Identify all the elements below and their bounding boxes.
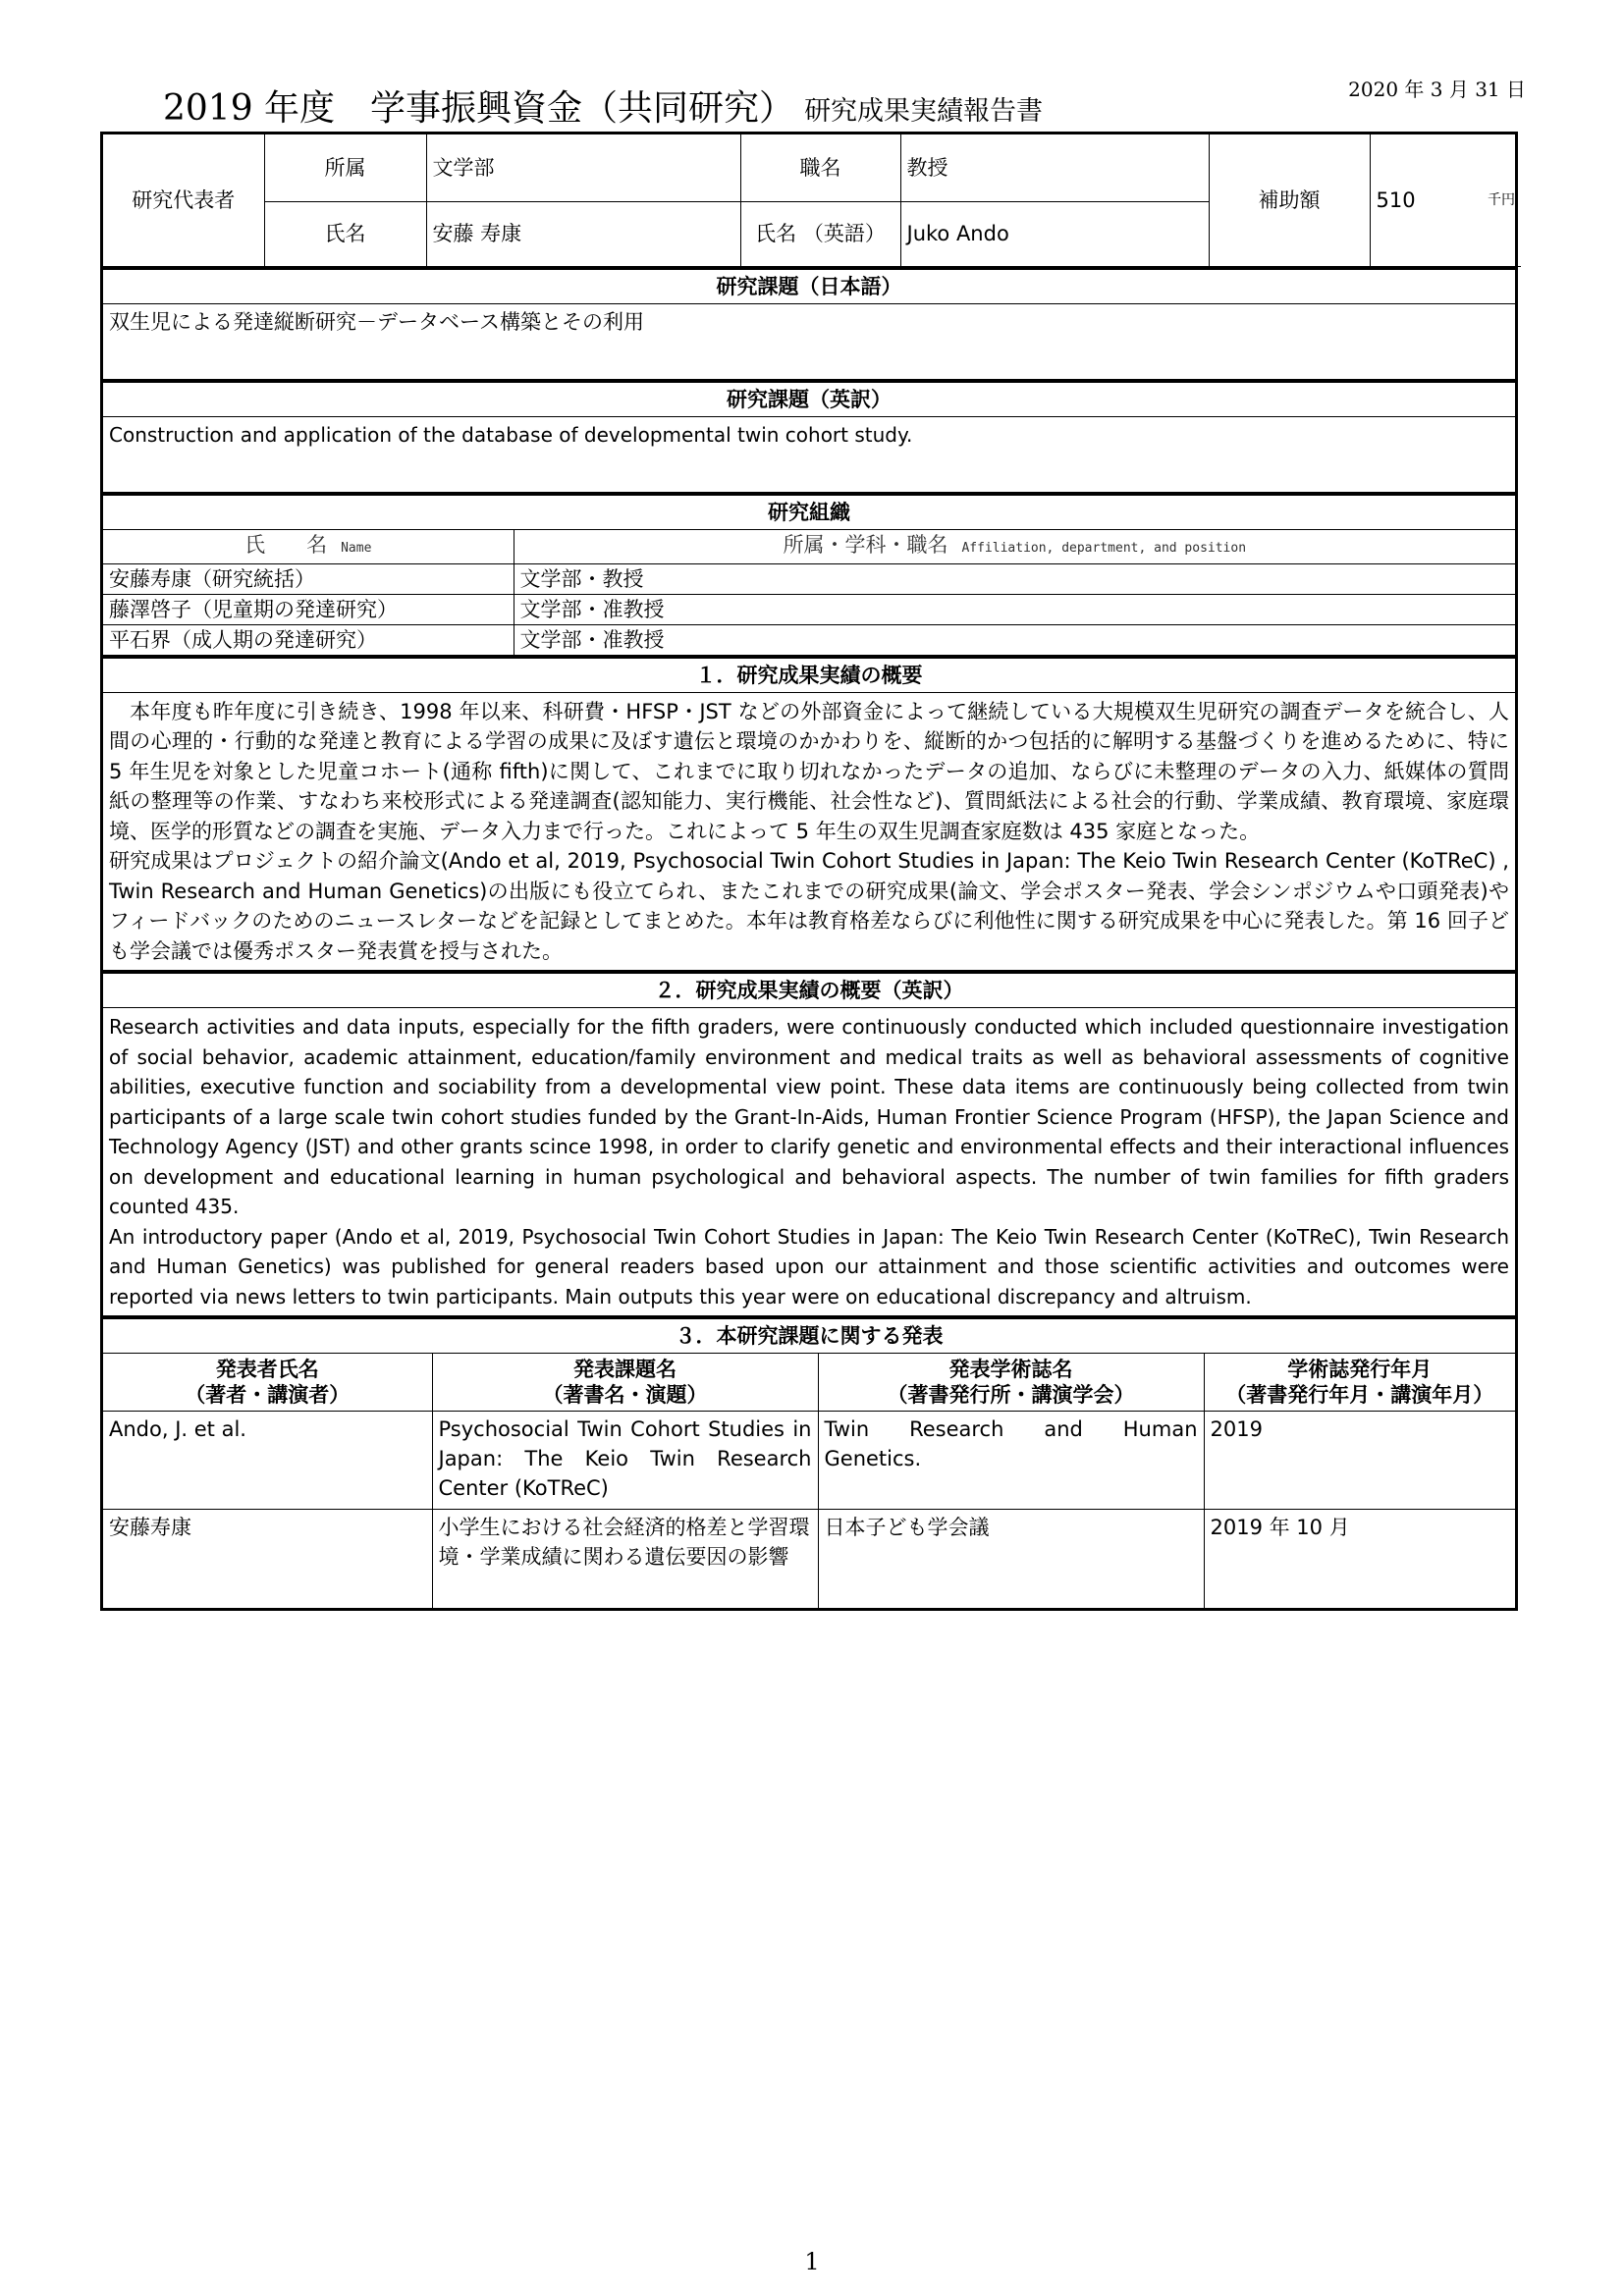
pres-col-author bbox=[103, 1354, 432, 1412]
affil-value: 文学部 bbox=[426, 134, 740, 201]
affil-label: 所属 bbox=[264, 134, 426, 201]
col-line: 発表者氏名 bbox=[215, 1358, 319, 1381]
title-sub: 研究成果実績報告書 bbox=[804, 96, 1044, 127]
member-affil: 文学部・准教授 bbox=[514, 594, 1515, 624]
col-line: 発表課題名 bbox=[573, 1358, 677, 1381]
report-form bbox=[100, 132, 1518, 1611]
pres-date: 2019 bbox=[1204, 1412, 1515, 1510]
summary-ja-paragraph: 本年度も昨年度に引き続き、1998 年以来、科研費・HFSP・JST などの外部資金によって継続している大規模双生児研究の調査データを統合し、人間の心理的・行動的な発達と教育による学習の成果に及ぼす遺伝と環境のかかわりを、縦断的かつ包括的に解明する基盤づくりを進めるために、特に 5 年生児を対象とした児童コホート(通称 fifth)に関して、これまでに取り切れなかったデータの追加、ならびに未整理のデータの入力、紙媒体の質問紙の整理等の作業、すなわち来校形式による発達調査(認知能力、実行機能、社会性など)、質問紙法による社会的行動、学業成績、教育環境、家庭環境、医学的形質などの調査を実施、データ入力まで行った。これによって 5 年生の双生児調査家庭数は 435 家庭となった。 bbox=[109, 699, 1509, 843]
member-name: 平石界（成人期の発達研究） bbox=[103, 624, 514, 655]
summary-en-heading: ２．研究成果実績の概要（英訳） bbox=[103, 973, 1515, 1008]
pres-col-journal bbox=[818, 1354, 1204, 1412]
rep-label: 研究代表者 bbox=[103, 134, 264, 266]
col-line: （著者・講演者） bbox=[185, 1383, 351, 1407]
grant-unit: 千円 bbox=[1488, 191, 1515, 208]
report-date: 2020 年 3 月 31 日 bbox=[1348, 78, 1526, 101]
grant-cell bbox=[1370, 134, 1521, 266]
topic-ja-heading: 研究課題（日本語） bbox=[103, 268, 1515, 303]
organization-table bbox=[103, 493, 1515, 656]
header-table bbox=[103, 134, 1521, 267]
position-label: 職名 bbox=[740, 134, 900, 201]
summary-en-table bbox=[103, 971, 1515, 1316]
summary-en-body bbox=[103, 1008, 1515, 1316]
page-title bbox=[163, 80, 1043, 131]
org-col-name-ja: 氏 名 bbox=[244, 532, 328, 557]
member-name: 藤澤啓子（児童期の発達研究） bbox=[103, 594, 514, 624]
pres-col-title bbox=[432, 1354, 818, 1412]
col-line: 発表学術誌名 bbox=[948, 1358, 1073, 1381]
pres-date: 2019 年 10 月 bbox=[1204, 1510, 1515, 1608]
summary-ja-table bbox=[103, 656, 1515, 972]
pres-author: Ando, J. et al. bbox=[103, 1412, 432, 1510]
org-col-affil bbox=[514, 529, 1515, 563]
presentations-table bbox=[103, 1316, 1515, 1608]
grant-label: 補助額 bbox=[1209, 134, 1370, 266]
summary-ja-body bbox=[103, 692, 1515, 971]
summary-en-paragraph: Research activities and data inputs, especially for the fifth graders, were continuously conducted which included questionnaire investigation of social behavior, academic attainment, education/family environment and medical traits as well as behavioral assessments of cognitive abilities, executive function and sociability from a developmental view point. These data items are continuously being collected from twin participants of a large scale twin cohort studies funded by the Grant-In-Aids, Human Frontier Science Program (HFSP), the Japan Science and Technology Agency (JST) and other grants scince 1998, in order to clarify genetic and environmental effects and their interactional influences on development and educational learning in human psychological and behavioral aspects. The number of twin families for fifth graders counted 435. bbox=[109, 1015, 1509, 1218]
pres-title: Psychosocial Twin Cohort Studies in Japan: The Keio Twin Research Center (KoTReC) bbox=[432, 1412, 818, 1510]
title-main: 2019 年度 学事振興資金（共同研究） bbox=[163, 88, 795, 129]
position-value: 教授 bbox=[900, 134, 1209, 201]
page-number: 1 bbox=[804, 2248, 820, 2275]
org-col-name-en: Name bbox=[341, 540, 372, 556]
table-row bbox=[103, 1412, 1515, 1510]
col-line: （著書発行所・講演学会） bbox=[887, 1383, 1135, 1407]
grant-value: 510 bbox=[1376, 187, 1416, 212]
summary-en-paragraph: An introductory paper (Ando et al, 2019, Psychosocial Twin Cohort Studies in Japan: The Keio Twin Research Center (KoTReC), Twin Research and Human Genetics) was published for general readers based upon our attainment and those scientific activities and outcomes were reported via news letters to twin participants. Main outputs this year were on educational discrepancy and altruism. bbox=[109, 1224, 1509, 1308]
presentations-heading: ３．本研究課題に関する発表 bbox=[103, 1318, 1515, 1354]
name-en-value: Juko Ando bbox=[900, 201, 1209, 266]
topic-en-heading: 研究課題（英訳） bbox=[103, 381, 1515, 416]
name-value: 安藤 寿康 bbox=[426, 201, 740, 266]
table-row bbox=[103, 1510, 1515, 1608]
org-col-affil-en: Affiliation, department, and position bbox=[961, 540, 1247, 556]
topic-en-table bbox=[103, 380, 1515, 493]
org-col-affil-ja: 所属・学科・職名 bbox=[783, 532, 948, 557]
organization-heading: 研究組織 bbox=[103, 494, 1515, 529]
col-line: （著書発行年月・講演年月） bbox=[1225, 1383, 1494, 1407]
col-line: （著書名・演題） bbox=[542, 1383, 708, 1407]
topic-en-text: Construction and application of the database of developmental twin cohort study. bbox=[103, 416, 1515, 492]
topic-ja-text: 双生児による発達縦断研究－データベース構築とその利用 bbox=[103, 303, 1515, 379]
col-line: 学術誌発行年月 bbox=[1287, 1358, 1433, 1381]
name-en-label: 氏名 （英語） bbox=[740, 201, 900, 266]
pres-journal: 日本子ども学会議 bbox=[818, 1510, 1204, 1608]
member-affil: 文学部・教授 bbox=[514, 563, 1515, 594]
member-name: 安藤寿康（研究統括） bbox=[103, 563, 514, 594]
topic-ja-table bbox=[103, 267, 1515, 380]
summary-ja-heading: １．研究成果実績の概要 bbox=[103, 657, 1515, 692]
name-label: 氏名 bbox=[264, 201, 426, 266]
org-col-name bbox=[103, 529, 514, 563]
pres-journal: Twin Research and Human Genetics. bbox=[818, 1412, 1204, 1510]
summary-ja-paragraph: 研究成果はプロジェクトの紹介論文(Ando et al, 2019, Psychosocial Twin Cohort Studies in Japan: The Keio Twin Research Center (KoTReC) , Twin Research and Human Genetics)の出版にも役立てられ、またこれまでの研究成果(論文、学会ポスター発表、学会シンポジウムや口頭発表)やフィードバックのためのニュースレターなどを記録としてまとめた。本年は教育格差ならびに利他性に関する研究成果を中心に発表した。第 16 回子ども学会議では優秀ポスター発表賞を授与された。 bbox=[109, 849, 1509, 963]
pres-author: 安藤寿康 bbox=[103, 1510, 432, 1608]
pres-col-date bbox=[1204, 1354, 1515, 1412]
member-affil: 文学部・准教授 bbox=[514, 624, 1515, 655]
pres-title: 小学生における社会経済的格差と学習環境・学業成績に関わる遺伝要因の影響 bbox=[432, 1510, 818, 1608]
